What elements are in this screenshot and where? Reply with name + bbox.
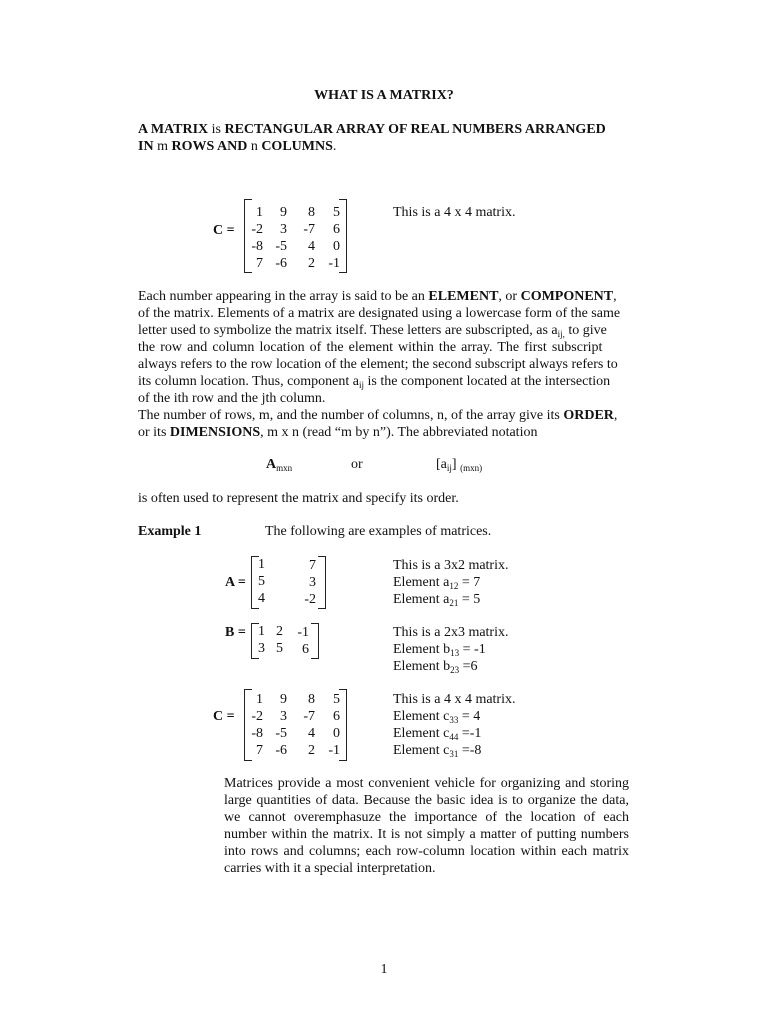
matrix-cell: 3 [309, 575, 316, 590]
matrix-cell: 4 [258, 591, 265, 606]
element-note: Element $c_{31} =-8$ [393, 743, 482, 759]
matrix-cell: 1 [256, 205, 263, 220]
matrix-cell: 2 [308, 256, 315, 271]
matrix-cell: 1 [258, 624, 265, 639]
element-note: Element $b_{13} = -1$ [393, 642, 486, 658]
example-label: Example 1 [138, 524, 202, 539]
matrix-cell: 2 [276, 624, 283, 639]
matrix-cell: 6 [333, 222, 340, 237]
matrix-cell: 5 [276, 641, 283, 656]
notation-amxn: $A_{mxn}$ [266, 457, 293, 473]
matrix-label: C = [213, 709, 235, 724]
matrix-cell: -2 [251, 709, 263, 724]
matrix-cell: 9 [280, 205, 287, 220]
matrix-cell: -1 [328, 256, 340, 271]
element-note: Element $a_{12} = 7$ [393, 575, 481, 591]
matrix-cell: 3 [280, 222, 287, 237]
matrix-cell: -2 [304, 592, 316, 607]
matrix-cell: 7 [309, 558, 316, 573]
matrix-label: B = [225, 625, 246, 640]
matrix-cell: 7 [256, 743, 263, 758]
matrix-cell: 8 [308, 692, 315, 707]
matrix-cell: 6 [302, 642, 309, 657]
definition-line-2: IN m ROWS AND n COLUMNS. [138, 139, 337, 154]
right-bracket [311, 623, 319, 659]
matrix-cell: -7 [303, 222, 315, 237]
matrix-cell: -8 [251, 239, 263, 254]
matrix-cell: -6 [275, 743, 287, 758]
matrix-cell: -1 [328, 743, 340, 758]
definition-line-1: A MATRIX is RECTANGULAR ARRAY OF REAL NUMBERS ARRANGED [138, 122, 606, 137]
matrix-cell: 2 [308, 743, 315, 758]
matrix-cell: 5 [258, 574, 265, 589]
matrix-cell: -5 [275, 726, 287, 741]
right-bracket [339, 689, 347, 761]
matrix-cell: -7 [303, 709, 315, 724]
right-bracket [318, 556, 326, 609]
matrix-label: C = [213, 223, 235, 238]
matrix-cell: 6 [333, 709, 340, 724]
example-text: The following are examples of matrices. [265, 524, 492, 539]
matrix-cell: 7 [256, 256, 263, 271]
matrix-cell: -8 [251, 726, 263, 741]
page-number: 1 [380, 962, 388, 977]
matrix-cell: 3 [280, 709, 287, 724]
matrix-cell: -1 [297, 625, 309, 640]
matrix-note: This is a 4 x 4 matrix. [393, 692, 516, 707]
matrix-cell: 4 [308, 239, 315, 254]
matrix-note: This is a 3x2 matrix. [393, 558, 509, 573]
element-note: Element $b_{23} =6$ [393, 659, 478, 675]
matrix-cell: -5 [275, 239, 287, 254]
matrix-cell: -6 [275, 256, 287, 271]
matrix-cell: 1 [258, 557, 265, 572]
matrix-cell: 8 [308, 205, 315, 220]
page-title: WHAT IS A MATRIX? [314, 88, 454, 103]
order-sentence: is often used to represent the matrix and specify its order. [138, 491, 459, 506]
matrix-cell: 5 [333, 692, 340, 707]
element-note: Element $a_{21} = 5$ [393, 592, 481, 608]
element-note: Element $c_{44} =-1$ [393, 726, 482, 742]
matrix-cell: 9 [280, 692, 287, 707]
matrix-cell: 4 [308, 726, 315, 741]
closing-paragraph: Matrices provide a most convenient vehicle for organizing and storing large quantities of data. Because the basic idea is to organize the data, we cannot overemphasuze the importance of the location of each number within the matrix. It is not simply a matter of putting numbers into rows and columns; each row-column location within each matrix carries with it a special interpretation. [224, 776, 629, 876]
notation-aij: $[a_{ij}]$ $_{(mxn)}$ [436, 457, 483, 473]
matrix-label: A = [225, 575, 246, 590]
right-bracket [339, 199, 347, 273]
matrix-cell: -2 [251, 222, 263, 237]
matrix-cell: 0 [333, 726, 340, 741]
matrix-cell: 5 [333, 205, 340, 220]
matrix-cell: 0 [333, 239, 340, 254]
matrix-cell: 1 [256, 692, 263, 707]
matrix-cell: 3 [258, 641, 265, 656]
notation-or: or [351, 457, 363, 472]
element-note: Element $c_{33} = 4$ [393, 709, 481, 725]
matrix-note: This is a 4 x 4 matrix. [393, 205, 516, 220]
matrix-note: This is a 2x3 matrix. [393, 625, 509, 640]
